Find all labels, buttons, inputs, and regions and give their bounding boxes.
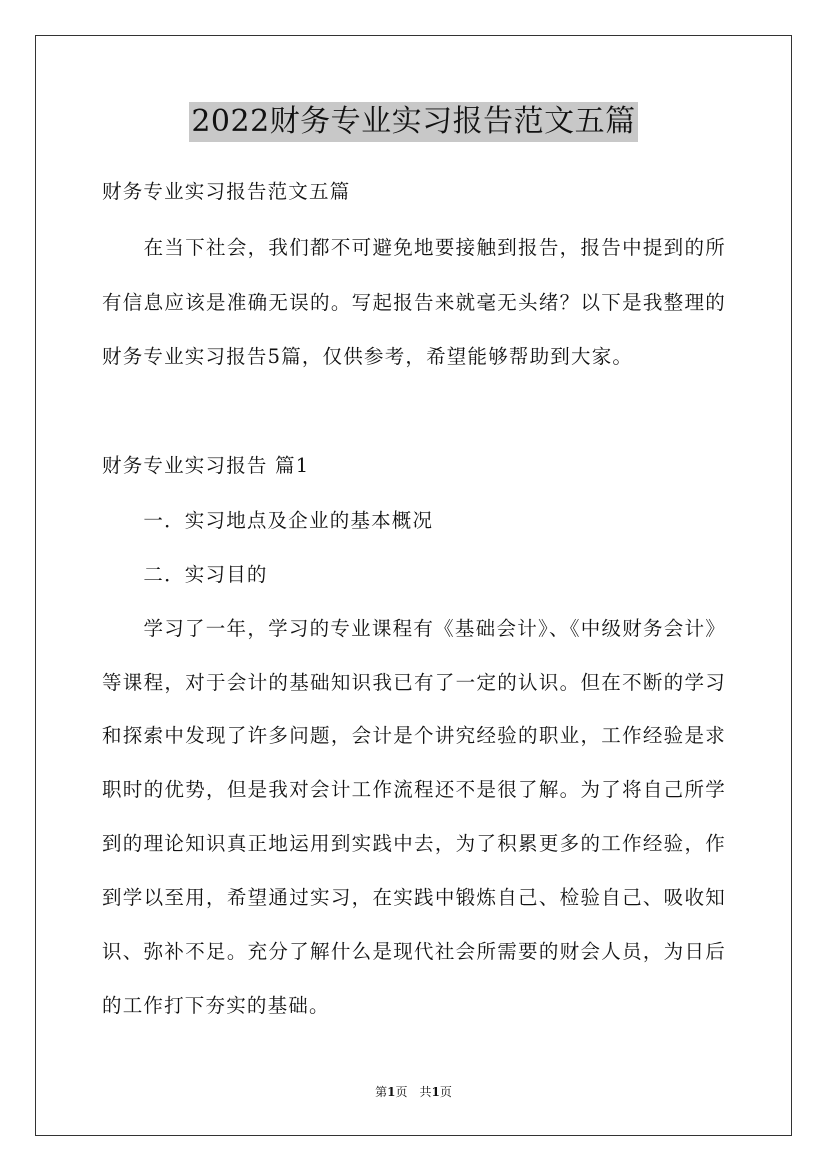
footer-page-suffix: 页 (439, 1085, 452, 1099)
page-footer (0, 1084, 827, 1100)
paragraph-line: 到学以至用，希望通过实习，在实践中锻炼自己、检验自己、吸收知 (102, 886, 726, 909)
paragraph-line: 有信息应该是准确无误的。写起报告来就毫无头绪？以下是我整理的 (102, 291, 726, 314)
paragraph-line: 在当下社会，我们都不可避免地要接触到报告，报告中提到的所 (102, 236, 726, 259)
title-container (0, 102, 827, 142)
paragraph-line: 的工作打下夯实的基础。 (102, 994, 330, 1017)
paragraph-line: 识、弥补不足。充分了解什么是现代社会所需要的财会人员，为日后 (102, 940, 726, 963)
paragraph-line: 和探索中发现了许多问题，会计是个讲究经验的职业，工作经验是求 (102, 724, 726, 747)
subtitle-line: 财务专业实习报告范文五篇 (102, 180, 351, 203)
paragraph-line: 学习了一年，学习的专业课程有《基础会计》、《中级财务会计》 (102, 617, 726, 640)
footer-page-prefix: 第 (375, 1085, 388, 1099)
section-heading: 财务专业实习报告 篇1 (102, 454, 310, 477)
paragraph-line: 职时的优势，但是我对会计工作流程还不是很了解。为了将自己所学 (102, 778, 726, 801)
footer-page-mid: 页 共 (395, 1085, 432, 1099)
subsection-heading: 一．实习地点及企业的基本概况 (102, 509, 434, 532)
document-title: 2022财务专业实习报告范文五篇 (189, 102, 637, 142)
paragraph-line: 等课程，对于会计的基础知识我已有了一定的认识。但在不断的学习 (102, 671, 726, 694)
footer-page-total: 1 (431, 1085, 440, 1099)
paragraph-line: 到的理论知识真正地运用到实践中去，为了积累更多的工作经验，作 (102, 832, 726, 855)
paragraph-line: 财务专业实习报告5篇，仅供参考，希望能够帮助到大家。 (102, 345, 634, 368)
subsection-heading: 二．实习目的 (102, 563, 268, 586)
footer-page-number: 1 (387, 1085, 396, 1099)
